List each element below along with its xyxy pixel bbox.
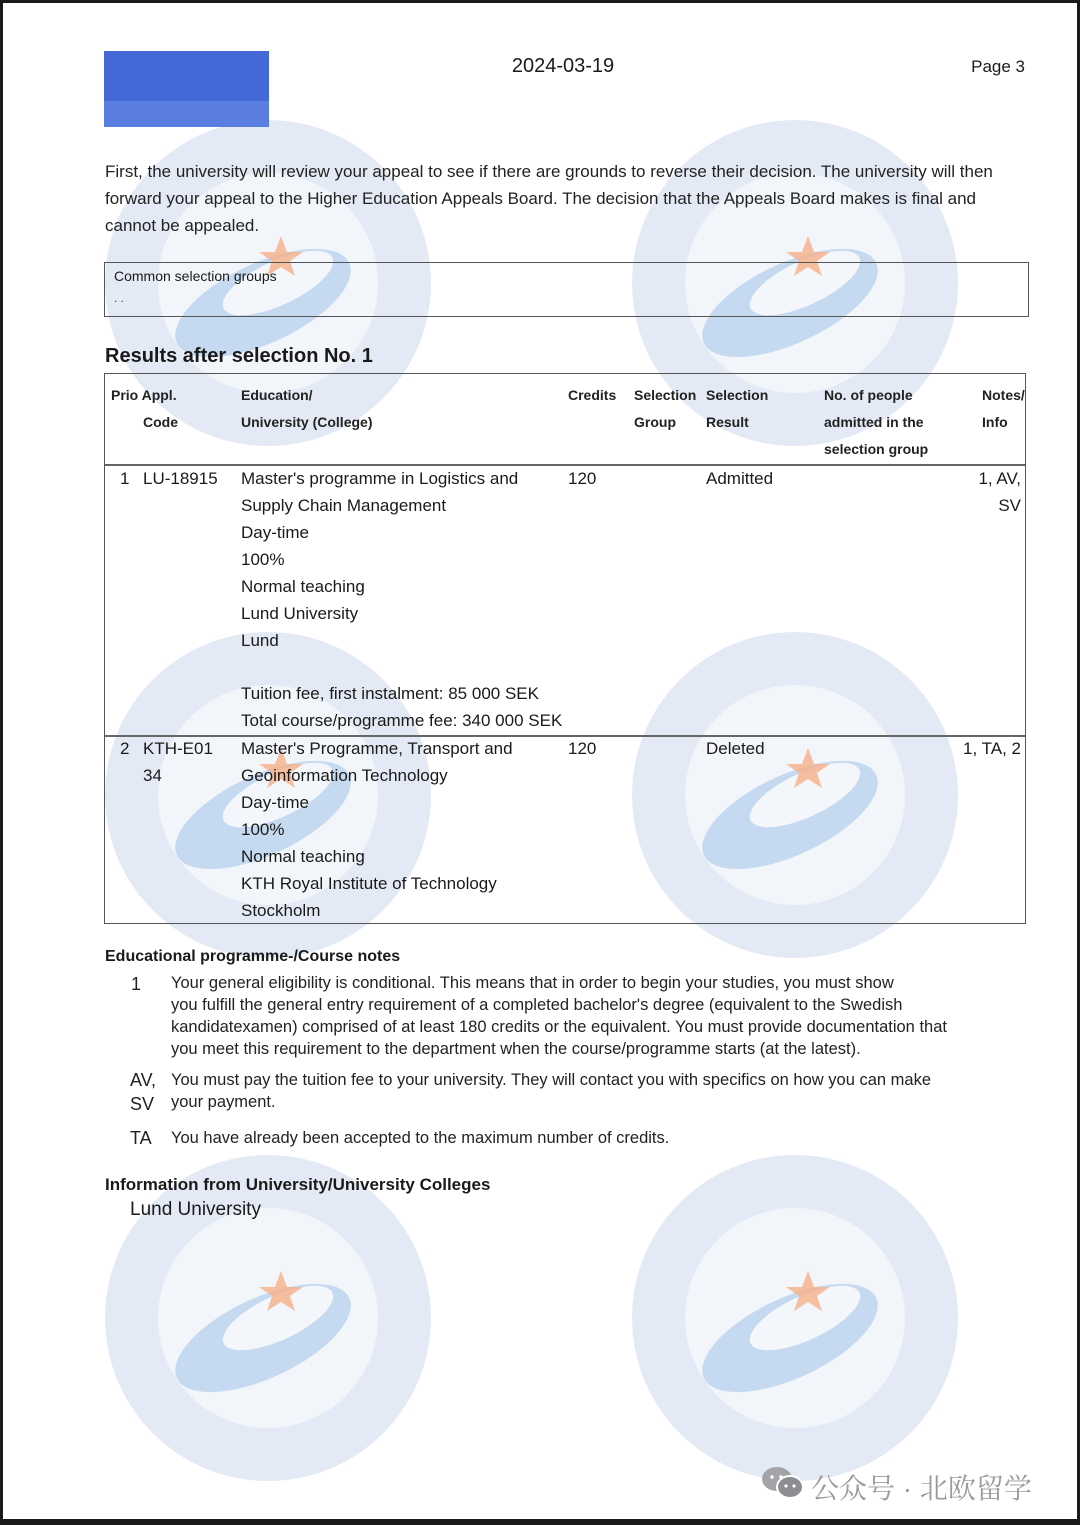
- row-education-line: Supply Chain Management: [241, 496, 447, 515]
- row-education-line: 100%: [241, 820, 285, 839]
- col-admitted-2: admitted in the: [824, 414, 924, 430]
- note-key: AV,: [130, 1070, 157, 1090]
- note-line: you meet this requirement to the department when the course/programme starts (at the latest).: [171, 1040, 861, 1058]
- row-education-line: 100%: [241, 550, 285, 569]
- document-date: 2024-03-19: [511, 55, 615, 77]
- row-credits: 120: [568, 469, 597, 488]
- col-admitted-3: selection group: [824, 441, 929, 457]
- col-code: Code: [143, 414, 178, 430]
- row-tuition-first-instalment: Tuition fee, first instalment: 85 000 SEK: [241, 684, 539, 703]
- row-education-line: Normal teaching: [241, 577, 365, 596]
- row-education-line: Lund University: [241, 604, 359, 623]
- row-education-line: Stockholm: [241, 901, 321, 920]
- col-info: Info: [982, 414, 1008, 430]
- note-line: kandidatexamen) comprised of at least 180 credits or the equivalent. You must provide documentation that: [171, 1018, 947, 1036]
- note-line: your payment.: [171, 1093, 276, 1111]
- row-code-cont: 34: [143, 766, 162, 785]
- col-university: University (College): [241, 414, 373, 430]
- row-education-line: KTH Royal Institute of Technology: [241, 874, 497, 893]
- row-education-line: Day-time: [241, 793, 310, 812]
- row-notes: SV: [998, 496, 1021, 515]
- document-page: [3, 3, 1077, 1519]
- col-selection-result-2: Result: [706, 414, 749, 430]
- wechat-account-name: 公众号 · 北欧留学: [811, 1472, 1032, 1504]
- common-selection-groups-box: [104, 262, 1029, 317]
- note-line: Your general eligibility is conditional. This means that in order to begin your studies, you must show: [171, 974, 894, 992]
- col-education: Education/: [241, 387, 313, 403]
- row-education-line: Master's programme in Logistics and: [241, 469, 519, 488]
- note-key: TA: [130, 1128, 152, 1148]
- note-line: You have already been accepted to the maximum number of credits.: [171, 1129, 670, 1147]
- wechat-footer: [761, 1465, 1032, 1508]
- note-key: SV: [130, 1094, 155, 1114]
- common-selection-groups-value: . .: [114, 291, 125, 305]
- col-credits: Credits: [568, 387, 617, 403]
- row-education-line: Master's Programme, Transport and: [241, 739, 513, 758]
- university-info-title: Information from University/University Colleges: [105, 1175, 491, 1194]
- row-education-line: Lund: [241, 631, 279, 650]
- col-notes: Notes/: [982, 387, 1025, 403]
- col-admitted: No. of people: [824, 387, 913, 403]
- row-prio: 2: [120, 739, 130, 758]
- university-info-name: Lund University: [130, 1199, 261, 1220]
- note-key: 1: [131, 974, 142, 994]
- row-education-line: Geoinformation Technology: [241, 766, 448, 785]
- row-result: Deleted: [706, 739, 765, 758]
- row-result: Admitted: [706, 469, 774, 488]
- col-prio-appl: Prio Appl.: [111, 387, 177, 403]
- wechat-icon: [761, 1465, 805, 1508]
- results-title: Results after selection No. 1: [105, 345, 373, 367]
- row-code: LU-18915: [143, 469, 218, 488]
- redacted-logo-block: [104, 51, 269, 127]
- row-notes: 1, AV,: [978, 469, 1021, 488]
- course-notes-title: Educational programme-/Course notes: [105, 948, 401, 965]
- row-tuition-total: Total course/programme fee: 340 000 SEK: [241, 711, 563, 730]
- note-line: you fulfill the general entry requirement of a completed bachelor's degree (equivalent to the Swedish: [171, 996, 903, 1014]
- row-education-line: Normal teaching: [241, 847, 365, 866]
- col-selection-group-2: Group: [634, 414, 676, 430]
- row-credits: 120: [568, 739, 597, 758]
- common-selection-groups-label: Common selection groups: [114, 268, 277, 284]
- note-line: You must pay the tuition fee to your university. They will contact you with specifics on how you can make: [171, 1071, 931, 1089]
- appeal-info-paragraph: First, the university will review your appeal to see if there are grounds to reverse their decision. The university will then forward your appeal to the Higher Education Appeals Board. The decision that the Appeals Board makes is final and cannot be appealed.: [105, 162, 993, 235]
- results-table: [104, 373, 1026, 924]
- row-notes: 1, TA, 2: [963, 739, 1021, 758]
- page-number: Page 3: [971, 57, 1025, 76]
- row-education-line: Day-time: [241, 523, 310, 542]
- col-selection-group: Selection: [634, 387, 697, 403]
- row-code: KTH-E01: [143, 739, 213, 758]
- row-prio: 1: [120, 469, 130, 488]
- col-selection-result: Selection: [706, 387, 769, 403]
